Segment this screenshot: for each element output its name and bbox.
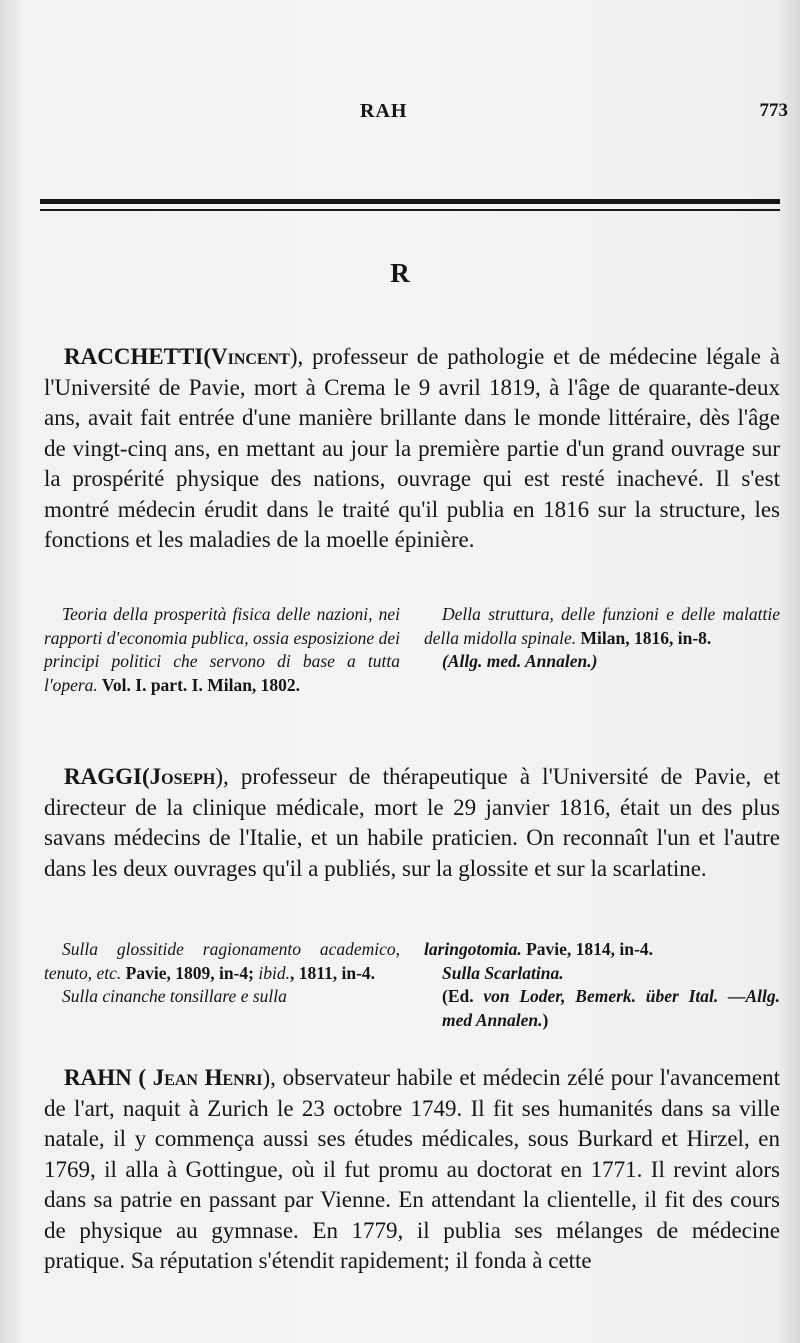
entry-racchetti: RACCHETTI(Vincent), professeur de pathologie et de médecine légale à l'Université de Pavie, mort à Crema le 9 avril 1819, à l'âge de quarante-deux ans, avait fait entrée d'une manière brillante dans le monde littéraire, dès l'âge de vingt-cinq ans, en mettant au jour la première partie d'un grand ouvrage sur la prospérité physique des nations, ouvrage qui est resté inachevé. Il s'est montré médecin érudit dans le traité qu'il publia en 1816 sur la structure, les fonctions et les maladies de la moelle épinière. <box>44 344 780 552</box>
section-letter: R <box>390 258 410 288</box>
entry-surname: RACCHETTI <box>64 344 204 369</box>
entry-raggi: RAGGI(Joseph), professeur de thérapeutique à l'Université de Pavie, et directeur de la clinique médicale, mort le 29 janvier 1816, était un des plus savans médecins de l'Italie, et un habile praticien. On reconnaît l'un et l'autre dans les deux ouvrages qu'il a publiés, sur la glossite et sur la scarlatine. <box>44 764 780 881</box>
bibliography-item: (Ed. von Loder, Bemerk. über Ital. —Allg. med Annalen.) <box>442 986 780 1030</box>
entry-given-name: Vincent <box>210 344 290 369</box>
running-title: RAH <box>360 100 408 122</box>
entry-given-name: Joseph <box>149 764 216 789</box>
bibliography-item: Sulla cinanche tonsillare e sulla <box>62 986 287 1006</box>
bibliography-column-right <box>424 938 780 1032</box>
header-rule-thin <box>40 209 780 211</box>
entry-surname: RAGGI <box>64 764 142 789</box>
entry-rahn: RAHN ( Jean Henri), observateur habile et médecin zélé pour l'avancement de l'art, naquit à Zurich le 23 octobre 1749. Il fit ses humanités dans sa ville natale, il y commença aussi ses études médicales, sous Burkard et Hirzel, en 1769, il alla à Gottingue, où il fut promu au doctorat en 1771. Il revint alors dans sa patrie en passant par Vienne. En attendant la clientelle, il fit des cours de physique au gymnase. En 1779, il publia ses mélanges de médecine pratique. Sa réputation s'étendit rapidement; il fonda à cette <box>44 1065 780 1273</box>
bibliography-racchetti <box>44 603 780 697</box>
entry-given-name: Jean Henri <box>152 1065 263 1090</box>
bibliography-column-left <box>44 603 400 697</box>
entry-text: ), professeur de pathologie et de médecine légale à l'Université de Pavie, mort à Crema le 9 avril 1819, à l'âge de quarante-deux ans, avait fait entrée d'une manière brillante dans le monde littéraire, dès l'âge de vingt-cinq ans, en mettant au jour la première partie d'un grand ouvrage sur la prospérité physique des nations, ouvrage qui est resté inachevé. Il s'est montré médecin érudit dans le traité qu'il publia en 1816 sur la structure, les fonctions et les maladies de la moelle épinière. <box>44 344 780 552</box>
bibliography-item: Teoria della prosperità fisica delle nazioni, nei rapporti d'economia publica, ossia esposizione dei principi politici che servono di base a tutta l'opera. Vol. I. part. I. Milan, 1802. <box>44 604 400 695</box>
running-head <box>0 100 800 130</box>
entry-text: ), professeur de thérapeutique à l'Université de Pavie, et directeur de la clinique médicale, mort le 29 janvier 1816, était un des plus savans médecins de l'Italie, et un habile praticien. On reconnaît l'un et l'autre dans les deux ouvrages qu'il a publiés, sur la glossite et sur la scarlatine. <box>44 764 780 881</box>
bibliography-item: Sulla glossitide ragionamento academico, tenuto, etc. Pavie, 1809, in-4; ibid., 1811, in-4. <box>44 939 400 983</box>
bibliography-item: Sulla Scarlatina. <box>442 962 564 983</box>
page-number: 773 <box>759 100 788 121</box>
entry-surname: RAHN <box>64 1065 132 1090</box>
bibliography-column-left <box>44 938 400 1032</box>
bibliography-column-right <box>424 603 780 697</box>
entry-text: ), observateur habile et médecin zélé pour l'avancement de l'art, naquit à Zurich le 23 octobre 1749. Il fit ses humanités dans sa ville natale, il y commença aussi ses études médicales, sous Burkard et Hirzel, en 1769, il alla à Gottingue, où il fut promu au doctorat en 1771. Il revint alors dans sa patrie en passant par Vienne. En attendant la clientelle, il fit des cours de physique au gymnase. En 1779, il publia ses mélanges de médecine pratique. Sa réputation s'étendit rapidement; il fonda à cette <box>44 1065 780 1273</box>
bibliography-item: Della struttura, delle funzioni e delle malattie della midolla spinale. Milan, 1816, in-8. <box>424 604 780 648</box>
bibliography-raggi <box>44 938 780 1032</box>
bibliography-item: (Allg. med. Annalen.) <box>442 651 598 671</box>
header-rule <box>40 199 780 204</box>
bibliography-item: laringotomia. Pavie, 1814, in-4. <box>424 939 653 959</box>
